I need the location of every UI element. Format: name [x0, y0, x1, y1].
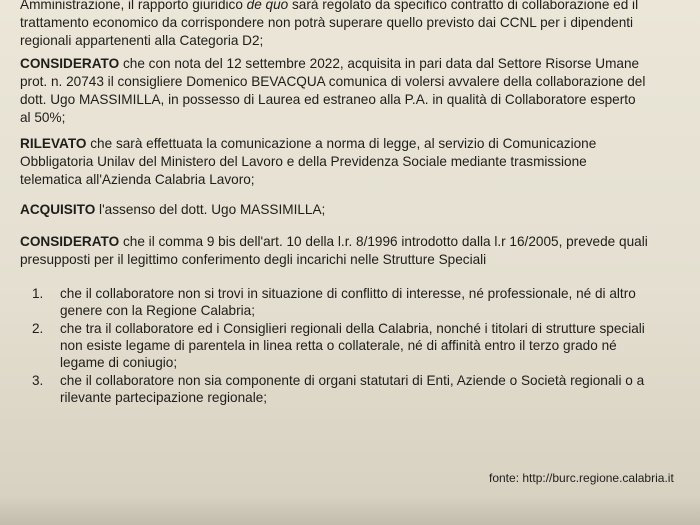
text-run: che il comma 9 bis dell'art. 10 della l.r. 8/1996 introdotto dalla l.r 16/2005, prevede quali — [119, 234, 648, 249]
top-paragraph-line-3: regionali appartenenti alla Categoria D2; — [20, 33, 264, 48]
list-item-line: che il collaboratore non sia componente di organi statutari di Enti, Aziende o Società regionali o a — [60, 373, 645, 388]
paragraph-line: prot. n. 20743 il consigliere Domenico BEVACQUA comunica di volersi avvalere della collaborazione del — [20, 74, 646, 89]
rilevato-paragraph — [20, 135, 688, 189]
list-item-line: che tra il collaboratore ed i Consiglieri regionali della Calabria, nonché i titolari di strutture speciali — [60, 321, 645, 336]
text-run: Amministrazione, il rapporto giuridico — [20, 0, 247, 12]
text-run: che sarà effettuata la comunicazione a norma di legge, al servizio di Comunicazione — [86, 136, 597, 151]
text-run: che con nota del 12 settembre 2022, acquisita in pari data dal Settore Risorse Umane — [119, 56, 640, 71]
text-run: sarà regolato da specifico contratto di collaborazione ed il — [288, 0, 639, 12]
paragraph-line: telematica all'Azienda Calabria Lavoro; — [20, 172, 255, 187]
considerato-paragraph-1 — [20, 55, 688, 127]
list-item — [32, 372, 688, 406]
text-run: l'assenso del dott. Ugo MASSIMILLA; — [95, 202, 326, 217]
list-item — [32, 285, 688, 319]
paragraph-line: al 50%; — [20, 110, 66, 125]
page-shadow — [0, 495, 700, 525]
list-item — [32, 320, 688, 371]
top-paragraph-line-2: trattamento economico da corrispondere non potrà superare quello previsto dai CCNL per i dipendenti — [20, 15, 634, 30]
rilevato-keyword: RILEVATO — [20, 136, 87, 151]
list-number: 3. — [32, 373, 44, 388]
paragraph-line: presupposti per il legittimo conferimento degli incarichi nelle Strutture Speciali — [20, 252, 487, 267]
considerato-keyword: CONSIDERATO — [20, 56, 120, 71]
list-item-line: legame di coniugio; — [60, 355, 178, 370]
list-item-line: non esiste legame di parentela in linea retta o collaterale, né di affinità entro il terzo grado né — [60, 338, 617, 353]
acquisito-keyword: ACQUISITO — [20, 202, 96, 217]
top-paragraph — [20, 0, 688, 50]
list-item-line: che il collaboratore non si trovi in situazione di conflitto di interesse, né professionale, né di altro — [60, 286, 636, 301]
paragraph-line: Obbligatoria Unilav del Ministero del Lavoro e della Previdenza Sociale mediante trasmissione — [20, 154, 587, 169]
top-paragraph-line-1 — [20, 0, 688, 14]
considerato-paragraph-2 — [20, 233, 688, 269]
requirements-list — [32, 285, 688, 407]
list-number: 1. — [32, 286, 44, 301]
list-number: 2. — [32, 321, 44, 336]
acquisito-paragraph — [20, 201, 688, 219]
considerato-keyword: CONSIDERATO — [20, 234, 120, 249]
paragraph-line: dott. Ugo MASSIMILLA, in possesso di Laurea ed estraneo alla P.A. in qualità di Collaboratore esperto — [20, 92, 636, 107]
list-item-line: genere con la Regione Calabria; — [60, 303, 255, 318]
italic-run: de quo — [246, 0, 289, 12]
list-item-line: rilevante partecipazione regionale; — [60, 390, 268, 405]
source-footnote: fonte: http://burc.regione.calabria.it — [489, 471, 674, 485]
